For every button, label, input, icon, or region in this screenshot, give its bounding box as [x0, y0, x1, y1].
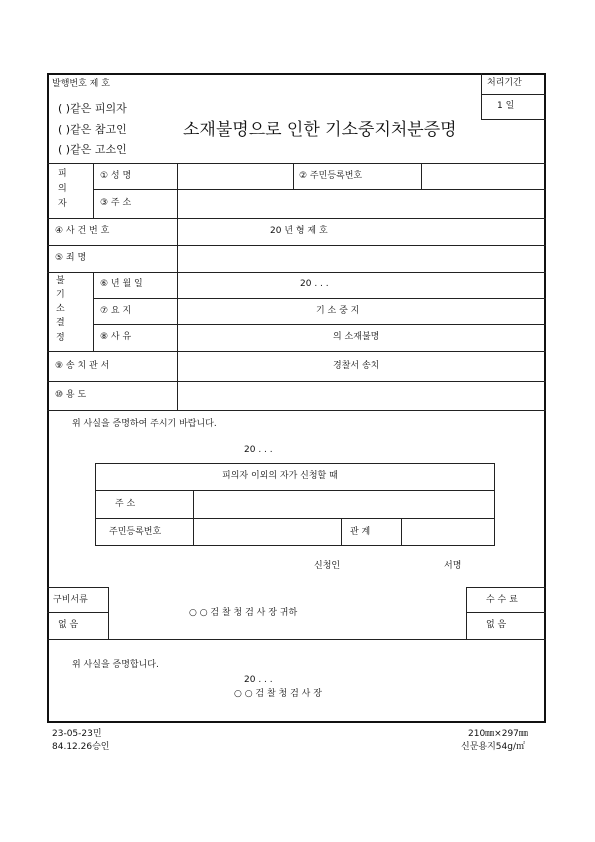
- decision-group-char-3: 소: [56, 304, 65, 314]
- required-docs-label: 구비서류: [53, 595, 88, 605]
- issue-number: 발행번호 제 호: [52, 79, 110, 89]
- paper-type: 신문용지54g/㎡: [461, 742, 525, 752]
- addressee: ○ ○ 검 찰 청 검 사 장 귀하: [189, 608, 298, 618]
- signature-label: 서명: [444, 561, 462, 571]
- reg-number-label: ② 주민등록번호: [299, 171, 363, 181]
- other-applicant-title: 피의자 이외의 자가 신청할 때: [222, 471, 338, 481]
- suspect-group-char-1: 피: [58, 169, 67, 179]
- case-number-value: 20 년 형 제 호: [270, 226, 328, 236]
- decision-group-char-4: 결: [56, 318, 65, 328]
- case-number-label: ④ 사 건 번 호: [55, 226, 110, 236]
- request-date: 20 . . .: [244, 445, 273, 455]
- other-reg-label: 주민등록번호: [109, 527, 162, 537]
- suspect-group-char-2: 의: [58, 184, 67, 194]
- address-label: ③ 주 소: [100, 198, 132, 208]
- decision-date-label: ⑥ 년 월 일: [100, 279, 143, 289]
- name-label: ① 성 명: [100, 171, 132, 181]
- decision-date-value: 20 . . .: [300, 279, 329, 289]
- required-docs-value: 없 음: [58, 620, 79, 630]
- form-code: 23-05-23민: [52, 729, 102, 739]
- processing-period-value: 1 일: [497, 101, 515, 111]
- form-title: 소재불명으로 인한 기소중지처분증명: [183, 120, 457, 140]
- gist-value: 기 소 중 지: [316, 306, 360, 316]
- certify-signer: ○ ○ 검 찰 청 검 사 장: [234, 689, 322, 699]
- paper-size: 210㎜×297㎜: [468, 729, 528, 739]
- crime-label: ⑤ 죄 명: [55, 253, 87, 263]
- checkbox-complainant[interactable]: ( )같은 고소인: [58, 143, 127, 156]
- other-address-label: 주 소: [115, 499, 136, 509]
- transfer-office-label: ⑨ 송 치 관 서: [55, 361, 110, 371]
- reason-label: ⑧ 사 유: [100, 332, 132, 342]
- decision-group-char-2: 기: [56, 290, 65, 300]
- use-label: ⑩ 용 도: [55, 390, 87, 400]
- relation-label: 관 계: [350, 527, 371, 537]
- certify-text: 위 사실을 증명합니다.: [72, 660, 159, 670]
- certify-date: 20 . . .: [244, 675, 273, 685]
- decision-group-char-5: 정: [56, 333, 65, 343]
- applicant-label: 신청인: [314, 561, 341, 571]
- reason-value: 의 소재불명: [333, 332, 380, 342]
- fee-label: 수 수 료: [486, 595, 518, 605]
- decision-group-char-1: 불: [56, 276, 65, 286]
- approval-date: 84.12.26승인: [52, 742, 110, 752]
- processing-period-label: 처리기간: [487, 78, 522, 88]
- checkbox-witness[interactable]: ( )같은 참고인: [58, 123, 127, 136]
- fee-value: 없 음: [486, 620, 507, 630]
- checkbox-suspect[interactable]: ( )같은 피의자: [58, 102, 127, 115]
- gist-label: ⑦ 요 지: [100, 306, 132, 316]
- suspect-group-char-3: 자: [58, 199, 67, 209]
- request-text: 위 사실을 증명하여 주시기 바랍니다.: [72, 419, 217, 429]
- transfer-office-value: 경찰서 송치: [333, 361, 380, 371]
